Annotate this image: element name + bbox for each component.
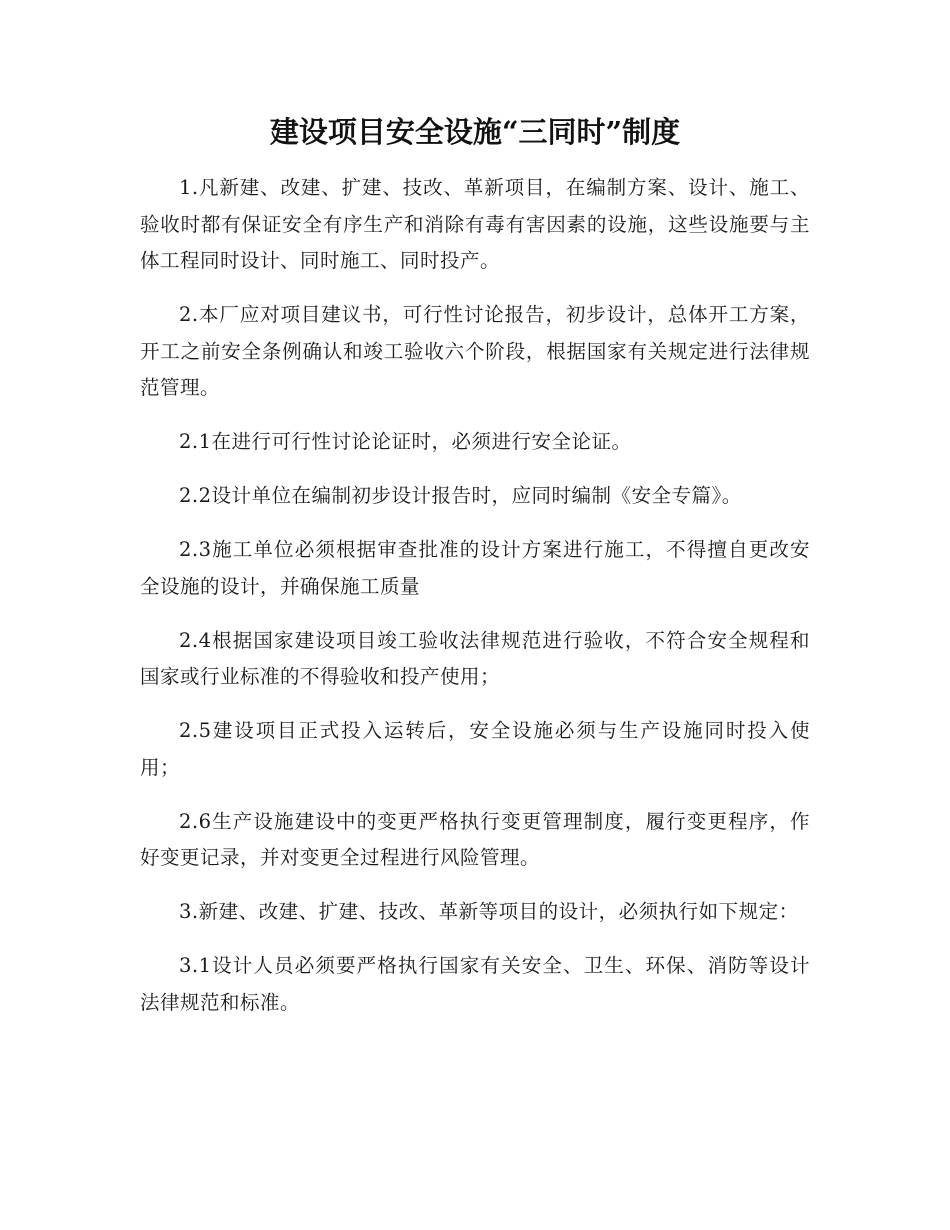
paragraph-2: 2.本厂应对项目建议书，可行性讨论报告，初步设计，总体开工方案，开工之前安全条例确认和竣工验收六个阶段，根据国家有关规定进行法律规范管理。	[140, 303, 810, 399]
paragraph-2-6: 2.6生产设施建设中的变更严格执行变更管理制度，履行变更程序，作好变更记录，并对变更全过程进行风险管理。	[140, 809, 810, 869]
paragraph-2-2: 2.2设计单位在编制初步设计报告时，应同时编制《安全专篇》。	[179, 484, 742, 507]
paragraph-2-4: 2.4根据国家建设项目竣工验收法律规范进行验收，不符合安全规程和国家或行业标准的不得验收和投产使用；	[140, 628, 810, 688]
paragraph-3: 3.新建、改建、扩建、技改、革新等项目的设计，必须执行如下规定：	[179, 900, 799, 923]
paragraph-2-1: 2.1在进行可行性讨论论证时，必须进行安全论证。	[179, 430, 632, 453]
document-title: 建设项目安全设施“三同时”制度	[269, 115, 681, 149]
paragraph-1: 1.凡新建、改建、扩建、技改、革新项目，在编制方案、设计、施工、验收时都有保证安全有序生产和消除有毒有害因素的设施，这些设施要与主体工程同时设计、同时施工、同时投产。	[140, 176, 810, 272]
paragraph-2-5: 2.5建设项目正式投入运转后，安全设施必须与生产设施同时投入使用；	[140, 719, 810, 779]
document-body	[140, 170, 810, 1039]
paragraph-3-1: 3.1设计人员必须要严格执行国家有关安全、卫生、环保、消防等设计法律规范和标准。	[140, 954, 810, 1014]
paragraph-2-3: 2.3施工单位必须根据审查批准的设计方案进行施工，不得擅自更改安全设施的设计，并确保施工质量	[140, 538, 810, 598]
